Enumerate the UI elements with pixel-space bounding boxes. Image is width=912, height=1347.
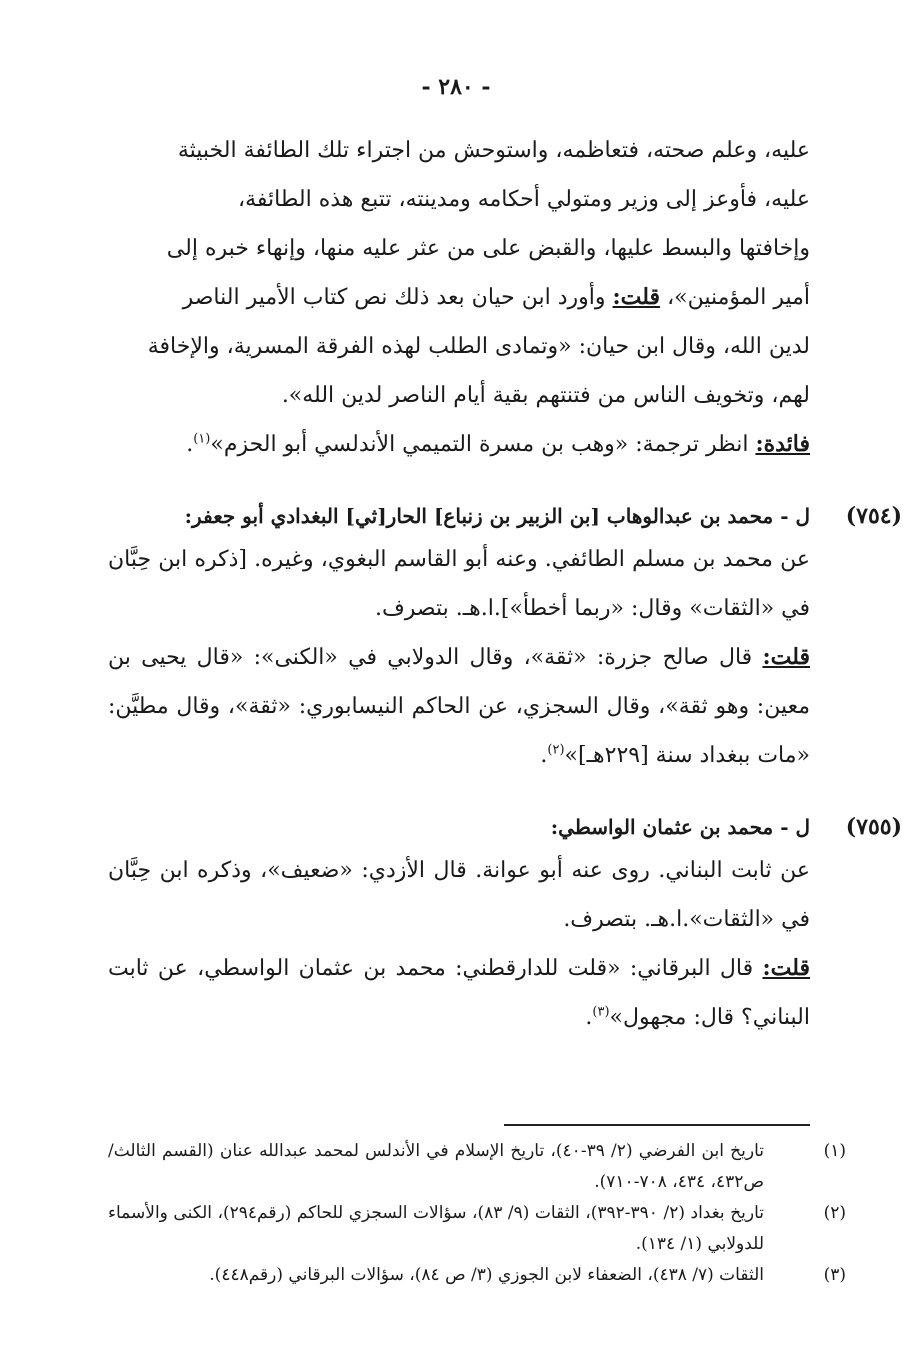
footnote-number: (١): [823, 1141, 846, 1161]
faida-end: .: [186, 432, 194, 457]
entry-755-end: .: [585, 1005, 593, 1030]
faida-label: فائدة:: [755, 431, 810, 457]
intro-line-3: وإخافتها والبسط عليها، والقبض على من عثر عليه منها، وإنهاء خبره إلى: [166, 236, 810, 261]
footnotes: [108, 1136, 846, 1291]
intro-line-4: [108, 273, 810, 322]
qult-label: قلت:: [762, 644, 810, 670]
intro-line-4-end: وأورد ابن حيان بعد ذلك نص كتاب الأمير الناصر: [182, 285, 613, 310]
entry-755-title: ل - محمد بن عثمان الواسطي:: [550, 815, 810, 839]
intro-line-1: عليه، وعلم صحته، فتعاظمه، واستوحش من اجتراء تلك الطائفة الخبيثة: [177, 138, 810, 163]
entry-754-number: (٧٥٤): [845, 503, 902, 529]
footnote-ref-2: (٢): [547, 742, 565, 758]
footnote-1: [108, 1136, 846, 1198]
footnote-text: تاريخ بغداد (٢/ ٣٩٠-٣٩٢)، الثقات (٩/ ٨٣)، سؤالات السجزي للحاكم (رقم٢٩٤)، الكنى والأسماء للدولابي (١/ ١٣٤).: [108, 1203, 765, 1254]
entry-754-text: عن محمد بن مسلم الطائفي. وعنه أبو القاسم البغوي، وغيره. [ذكره ابن حِبَّان في «الثقات» وقال: «ربما أخطأ»].ا.هـ. بتصرف.: [108, 547, 810, 621]
footnote-number: (٣): [823, 1265, 846, 1285]
entry-754-heading: [108, 497, 902, 535]
entry-755-qult-paragraph: [108, 944, 810, 1042]
footnote-text: تاريخ ابن الفرضي (٢/ ٣٩-٤٠)، تاريخ الإسلام في الأندلس لمحمد عبدالله عنان (القسم الثالث/ ص٤٣٢، ٤٣٤، ٧٠٨-٧١٠).: [108, 1141, 764, 1192]
footnote-number: (٢): [823, 1203, 846, 1223]
footnote-text: الثقات (٧/ ٤٣٨)، الضعفاء لابن الجوزي (٣/ ص ٨٤)، سؤالات البرقاني (رقم٤٤٨).: [209, 1265, 764, 1285]
qult-label: قلت:: [612, 284, 661, 310]
footnote-separator: [504, 1124, 810, 1126]
footnote-2: [108, 1198, 846, 1260]
intro-line-2: عليه، فأوعز إلى وزير ومتولي أحكامه ومدينته، تتبع هذه الطائفة،: [238, 187, 810, 212]
footnote-3: [108, 1260, 846, 1291]
entry-754-title: ل - محمد بن عبدالوهاب [بن الزبير بن زنباع] الحار[ثي] البغدادي أبو جعفر:: [184, 504, 810, 528]
footnote-ref-1: (١): [193, 431, 211, 447]
entry-755-number: (٧٥٥): [845, 814, 902, 840]
main-text: [108, 126, 902, 1042]
page-number: - ٢٨٠ -: [421, 74, 491, 100]
entry-754-qult-paragraph: [108, 633, 810, 780]
intro-line-6: لهم، وتخويف الناس من فتنتهم بقية أيام الناصر لدين الله».: [281, 383, 810, 408]
faida-text: انظر ترجمة: «وهب بن مسرة التميمي الأندلسي أبو الحزم»: [210, 432, 756, 457]
faida-paragraph: [108, 420, 810, 469]
intro-line-4-start: أمير المؤمنين»،: [667, 285, 810, 310]
entry-755-qult-text: قال البرقاني: «قلت للدارقطني: محمد بن عثمان الواسطي، عن ثابت البناني؟ قال: مجهول»: [108, 956, 810, 1030]
intro-line-5: لدين الله، وقال ابن حيان: «وتمادى الطلب لهذه الفرقة المسرية، والإخافة: [147, 334, 810, 359]
qult-label: قلت:: [762, 955, 810, 981]
entry-755-text: عن ثابت البناني. روى عنه أبو عوانة. قال الأزدي: «ضعيف»، وذكره ابن حِبَّان في «الثقات».ا.هـ. بتصرف.: [108, 858, 810, 932]
footnote-ref-3: (٣): [592, 1004, 610, 1020]
entry-755-heading: [108, 808, 902, 846]
entry-754-end: .: [540, 743, 548, 768]
entry-754-qult-text: قال صالح جزرة: «ثقة»، وقال الدولابي في «الكنى»: «قال يحيى بن معين: وهو ثقة»، وقال السجزي، عن الحاكم النيسابوري: «ثقة»، وقال مطيَّن: «مات ببغداد سنة [٢٢٩هـ]»: [108, 645, 810, 768]
